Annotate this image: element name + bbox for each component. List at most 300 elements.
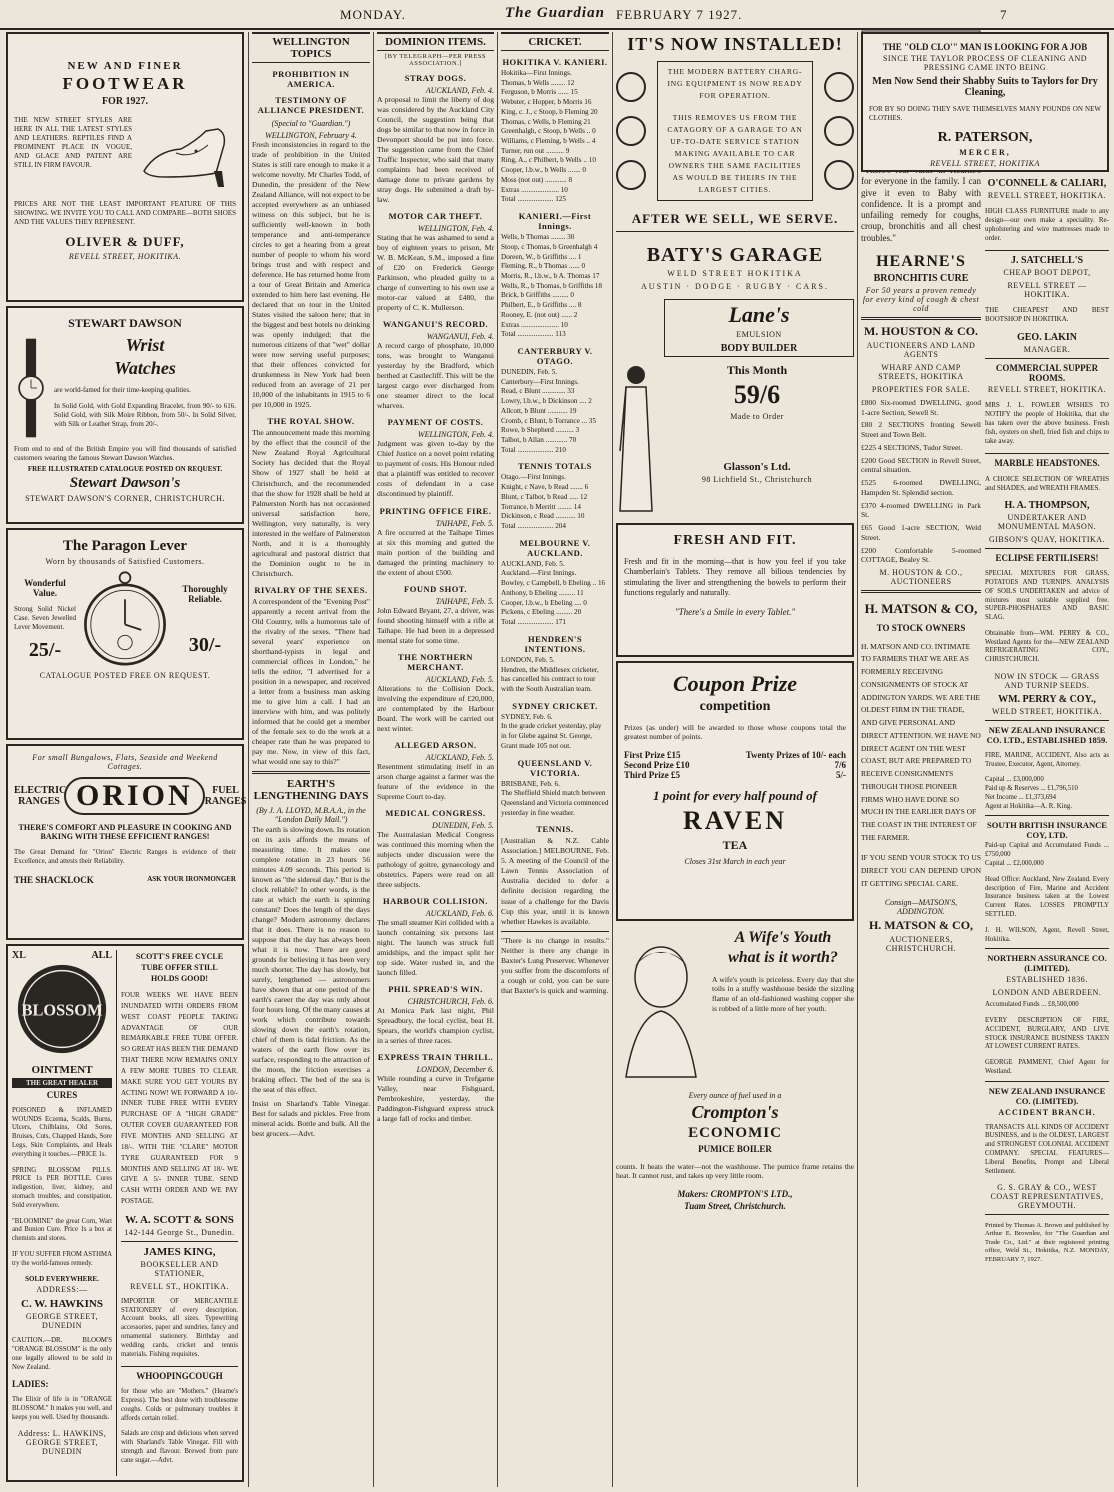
matson-consign: Consign—MATSON'S, ADDINGTON.	[884, 897, 958, 916]
baty-garage-address: WELD STREET HOKITIKA	[667, 269, 803, 278]
cricket-match-heading: HENDREN'S INTENTIONS.	[524, 633, 586, 654]
scott-cycle-ad	[116, 950, 238, 1476]
footwear-prices-text: PRICES ARE NOT THE LEAST IMPORTANT FEATURE OF THIS SHOWING. WE INVITE YOU TO CALL AND COMPARE—BOTH SHOES AND THE VALUES THEY REPRESENT.	[14, 200, 236, 227]
matson-to: TO STOCK OWNERS	[876, 623, 966, 633]
nzins-capital: Capital ... £3,000,000	[985, 776, 1044, 784]
blossom-brand: BLOSSOM	[21, 1000, 103, 1020]
wellington-body: Fresh inconsistencies in regard to the trade of prohibition in the United States is still rare enough to make it a welcome novelty. Mr Charles Todd, of Dunedin, the president of the New Zealand Alliance, will not expect to be accepted everywhere as an unbiased witness on this subject, but he is sufficiently well-known in both temperance and anti-temperance circles to get a hearing from a great number of people to whom his word brings trust and with respect and deference. He has returned home from a tour of Great Britain and America extended to him here last evening. He declared that on tour in the United States visited the saloon here; that in the biggest and best hotels no drinking was openly indulged; that the numerous citizens of that "wet" dollar were now serving useful purposes; that their offences convicted for drunkenness in New York had been reduced from an average of 21 per 10,000 of the inhabitants in 1915 to 6 per 10,000 in 1925.	[252, 140, 370, 410]
cricket-score-line: Anthony, b Ebeling ......... 11	[501, 588, 584, 597]
dominion-item-dateline: AUCKLAND, Feb. 5.	[425, 752, 494, 762]
cricket-score-line: Extras ..................... 10	[501, 320, 568, 329]
wellington-sub-1: PROHIBITION IN AMERICA.	[272, 69, 350, 89]
houston-property-item: £525 6-roomed DWELLING, Hampden St. Splendid section.	[861, 478, 981, 497]
glasson-firm: Glasson's Ltd.	[723, 461, 791, 473]
paragon-heading: The Paragon Lever	[62, 538, 188, 554]
old-clo-ad	[861, 30, 1109, 176]
cricket-score-line: Bowley, c Campbell, b Ebeling .. 16	[501, 579, 606, 588]
orion-electric: ELECTRIC RANGES	[14, 785, 67, 807]
rivalry-heading: RIVALRY OF THE SEXES.	[254, 584, 368, 595]
dominion-item-heading: FOUND SHOT.	[404, 583, 467, 594]
wife-body: A wife's youth is priceless. Every day that she toils in a stuffy washhouse beside the sizzling flame of an old-fashioned washing copper she is robbed of a little more of her youth.	[712, 974, 854, 1013]
cricket-score-line: Talbot, b Allan ............ 70	[501, 436, 577, 444]
baxter-quote: "There is no change in results." Neither is there any change in Baxter's Lung Preserver. Whenever you suffer from the discomforts of a cough or cold, you can be sure that Baxter's is quick and warming.	[501, 935, 609, 995]
cricket-score-line: Dickinson, c Read ........... 10	[501, 512, 585, 521]
cricket-score-line: Greenhalgh, c Stoop, b Wells .. 0	[501, 127, 596, 136]
matson-body: H. MATSON AND CO. INTIMATE TO FARMERS THAT WE ARE AS FORMERLY RECEIVING CONSIGNMENTS OF STOCK AT ADDINGTON YARDS. WE ARE THE OLDEST FIRM IN THE TRADE, AND GIVE PERSONAL AND DIRECT ATTENTION. WE HAVE NO DIRECT AGENT ON THE WEST COAST, BUT ARE PREPARED TO RECEIVE CONSIGNMENTS THROUGH THOSE PIONEER FIRMS WHO HAVE DONE SO MUCH IN THE EARLIER DAYS OF THE COAST IN THE INTEREST OF THE FARMER.	[861, 641, 981, 842]
scott-line-1: SCOTT'S FREE CYCLE	[135, 952, 224, 961]
column-rule	[248, 32, 249, 1487]
blossom-sub: THE GREAT HEALER	[12, 1078, 112, 1088]
clo-body: FOR BY SO DOING THEY SAVE THEMSELVES MANY POUNDS ON NEW CLOTHES.	[869, 105, 1101, 123]
oconnell-body: HIGH CLASS FURNITURE made to any design—our own make a speciality. Re-upholstering and wire mattresses made to order.	[985, 207, 1109, 243]
cricket-score-line: Webster, c Hopper, b Morris 16	[501, 98, 592, 107]
coupon-first: First Prize £15	[624, 749, 681, 760]
dominion-item-heading: THE NORTHERN MERCHANT.	[398, 651, 473, 672]
cricket-heading: CRICKET.	[501, 32, 609, 51]
dominion-item-text: John Edward Bryant, 27, a driver, was found shooting himself with a rifle at Taihape. He had been in a depressed mental state for some time.	[377, 605, 494, 645]
hearnes-cure: BRONCHITIS CURE	[873, 272, 969, 284]
cricket-score-line: Thomas, b Wells ........ 12	[501, 78, 575, 87]
cricket-match-heading: HOKITIKA V. KANIERI.	[502, 57, 608, 67]
garage-graphic-left	[616, 72, 650, 190]
wellington-heading: WELLINGTON TOPICS	[252, 32, 370, 63]
paragon-value: Wonderful Value.	[24, 577, 66, 598]
garage-notice-line: LARGEST CITIES.	[698, 185, 772, 194]
fresh-tag: "There's a Smile in every Tablet."	[674, 606, 796, 617]
blossom-hawkins-address: Address: L. HAWKINS, GEORGE STREET, DUNEDIN	[17, 1429, 107, 1457]
scott-address: 142-144 George St., Dunedin.	[124, 1227, 235, 1237]
coupon-heading: Coupon Prize	[672, 671, 798, 696]
earth-heading: EARTH'S LENGTHENING DAYS	[253, 777, 369, 802]
dominion-item-text: At Monica Park last night, Phil Spreadbury, the local cyclist, beat H. Spears, the world's champion cyclist, in a series of three races.	[377, 1005, 494, 1046]
cricket-score-line: Fleming, R., b Thomas ...... 0	[501, 262, 586, 271]
houston-property-item: £800 Six-roomed DWELLING, good 1-acre Section, Sewell St.	[861, 397, 981, 417]
glasson-made: Made to Order	[730, 412, 784, 421]
satchell-manager-title: MANAGER.	[1023, 344, 1071, 354]
cricket-match-heading: KANIERI.—First Innings.	[518, 211, 592, 232]
james-king-street: REVELL ST., HOKITIKA.	[130, 1281, 229, 1291]
cricket-score-line: Thomas, c Wells, b Fleming 21	[501, 117, 591, 126]
dominion-item-dateline: AUCKLAND, Feb. 6.	[425, 908, 494, 918]
cricket-score-line: has cancelled his contract to tour	[501, 675, 596, 684]
blossom-text-2: SPRING BLOSSOM PILLS. PRICE 1s PER BOTTLE. Cures indigestion, liver, kidney, and stomach troubles, and constipation. Sold everywhere.	[12, 1166, 112, 1209]
nzacc-body: TRANSACTS ALL KINDS OF ACCIDENT BUSINESS, and is the OLDEST, LARGEST and STRONGEST COLONIAL ACCIDENT COMPANY. SPECIAL FEATURES—Liberal Benefits, Prompt and Liberal Settlement.	[985, 1123, 1109, 1175]
cricket-score-line: Auckland.—First Innings.	[501, 569, 577, 578]
cricket-score-line: Philbert, E., b Griffiths .... 8	[501, 301, 582, 310]
cricket-score-line: In the grade cricket yesterday, play	[501, 722, 602, 731]
cricket-match-heading: MELBOURNE V. AUCKLAND.	[519, 537, 591, 558]
garage-notice-line: FOR OPERATION.	[699, 91, 771, 100]
blossom-ointment: OINTMENT	[31, 1064, 93, 1076]
dominion-items-list	[377, 73, 494, 1124]
blossom-hawkins: C. W. HAWKINS	[21, 1298, 103, 1311]
dominion-item-text: A record cargo of phosphate, 10,000 tons, was brought to Wanganui yesterday by the Bradford, which berthed at Castlecliff. This will be the largest cargo ever discharged from one steamer direct to the local wharves.	[377, 341, 494, 411]
cricket-score-line: Total .................... 125	[501, 195, 566, 204]
column-2	[252, 30, 370, 1488]
clo-sub: SINCE THE TAYLOR PROCESS OF CLEANING AND PRESSING CAME INTO BEING	[882, 54, 1088, 72]
garage-notice-line: ING EQUIPMENT IS NOW READY	[667, 79, 803, 88]
blossom-emblem-icon	[12, 961, 112, 1057]
paragon-reliable: Thoroughly Reliable.	[182, 583, 228, 604]
blossom-text-3: "BLOOMINE" the great Corn, Wart and Bunion Cure. Price 1s a box at chemists and stores.	[12, 1217, 112, 1243]
coupon-third: Third Prize £5	[624, 769, 680, 780]
wife-heading-2: what is it worth?	[728, 949, 838, 966]
dominion-item-heading: PAYMENT OF COSTS.	[387, 417, 484, 428]
cricket-score-line: Cooper, l.b.w., b Ebeling .... 0	[501, 598, 587, 607]
wrist-watch-illustration	[14, 333, 48, 443]
dominion-item-text: Stating that he was ashamed to send a boy of eighteen years to prison, Mr W. B. McKean, S.M., imposed a fine of £20 on Frederick George Parkinson, who pleaded guilty to a charge of converting to his own use a motor-car valued at £480, the property of C. K. Mullerson.	[377, 233, 494, 313]
dominion-item-text: The small steamer Kiri collided with a launch containing six persons last night. The launch was struck full amidships, and the impact split her top side. Water rushed in, and the launch filled.	[377, 917, 494, 977]
column-rule	[497, 32, 498, 1487]
tennis-body: [Australian & N.Z. Cable Association.] MELBOURNE, Feb. 5. A meeting of the Council of the Lawn Tennis Association of Australia decided to defer a definite decision regarding the issue of a challenge for the Davis Cup this year, until it is known whether Hawkes is available.	[501, 836, 609, 926]
scott-line-3: HOLDS GOOD!	[150, 974, 209, 983]
houston-property-item: £200 Comfortable 5-roomed COTTAGE, Bealey St.	[861, 545, 981, 565]
pocket-watch-illustration	[80, 570, 170, 670]
northern-body: EVERY DESCRIPTION OF FIRE, ACCIDENT, BURGLARY, AND LIVE STOCK INSURANCE BUSINESS TAKEN AT LOWEST CURRENT RATES.	[985, 1016, 1109, 1051]
coupon-body: Prizes (as under) will be awarded to those whose coupons total the greatest number of points.	[624, 722, 846, 742]
garage-notice-line: CATAGORY OF A GARAGE TO AN	[667, 125, 803, 134]
column-rule	[612, 32, 613, 1487]
coupon-point: 1 point for every half pound of	[653, 787, 817, 803]
blossom-ointment-ad	[6, 944, 244, 1482]
cricket-score-line: Hokitika—First Innings.	[501, 69, 572, 77]
cricket-score-line: Torrance, b Merritt ........ 14	[501, 502, 581, 511]
wife-heading-1: A Wife's Youth	[734, 929, 832, 946]
dominion-item-heading: ALLEGED ARSON.	[394, 739, 477, 750]
marble-body: A CHOICE SELECTION OF WREATHS and SHADES, and WREATH FRAMES.	[985, 475, 1109, 493]
scott-line-2: TUBE OFFER STILL	[141, 963, 218, 972]
fresh-and-fit-ad	[616, 523, 854, 657]
stewart-text-3: From end to end of the British Empire you will find thousands of satisfied customers wearing the famous Stewart Dawson Watches.	[14, 445, 236, 463]
column-5	[616, 30, 854, 1488]
dominion-item-dateline: LONDON, December 6.	[416, 1065, 494, 1075]
cricket-score-line: Stoop, c Thomas, b Greenhalgh 4	[501, 242, 598, 251]
orion-tag: For small Bungalows, Flats, Seaside and Weekend Cottages.	[32, 753, 218, 771]
matson-name: H. MATSON & CO,	[864, 601, 978, 616]
imprint: Printed by Thomas A. Brown and published by Arthur E. Brownlee, for "The Guardian and Trade Co., Ltd." at their registered printing office, Weld St., Hokitika, N.Z. MONDAY, FEBRUARY 7, 1927.	[985, 1221, 1109, 1263]
blossom-address-label: ADDRESS:—	[36, 1285, 88, 1295]
dominion-press: [BY TELEGRAPH—PER PRESS ASSOCIATION.]	[384, 53, 487, 67]
crompton-makers: Makers: CROMPTON'S LTD.,	[677, 1188, 793, 1199]
raven-brand: RAVEN	[682, 805, 788, 835]
houston-property-item: £65 Good 1-acre SECTION, Weld Street.	[861, 523, 981, 542]
cricket-score-line: King, c. J., c Stoop, b Fleming 20	[501, 107, 598, 116]
dominion-item-dateline: AUCKLAND, Feb. 5.	[425, 674, 494, 684]
garage-notice-line: AS WOULD BE THEIRS IN THE	[672, 173, 798, 182]
hearnes-brand: HEARNE'S	[876, 252, 966, 270]
blossom-ladies-text: The Elixir of life is in "ORANGE BLOSSOM." It makes you well, and keeps you well. Used by thousands.	[12, 1395, 113, 1421]
cricket-score-line: LONDON, Feb. 5.	[501, 655, 555, 664]
garage-notice-line: OWNERS THE SAME FACILITIES	[668, 161, 802, 170]
dominion-item-dateline: DUNEDIN, Feb. 5.	[432, 820, 494, 830]
houston-footer: M. HOUSTON & CO., AUCTIONEERS	[879, 568, 963, 586]
dominion-item-heading: PRINTING OFFICE FIRE.	[379, 505, 492, 516]
northern-agent: GEORGE PAMMENT, Chief Agent for Westland.	[985, 1059, 1109, 1075]
fresh-body: Fresh and fit in the morning—that is how you feel if you take Chamberlain's Tablets. They remove all bilious tendencies by stimulating the liver and strengthening the bowels to perform their functions regularly and naturally.	[624, 557, 846, 598]
blossom-cures: CURES	[46, 1090, 78, 1100]
dominion-item-text: Judgment was given to-day by the Chief Justice on a novel point relating to payment of costs. His Honour ruled that a plaintiff was entitled to recover costs of defendant in a case discontinued by plaintiff.	[377, 439, 494, 499]
royal-show-heading: THE ROYAL SHOW.	[267, 416, 355, 427]
cricket-score-line: The Sheffield Shield match between	[501, 789, 606, 798]
dominion-item-heading: EXPRESS TRAIN THRILL.	[377, 1052, 494, 1063]
eclipse-obtain: Obtainable from—WM. PERRY & CO., Westland Agents for the—NEW ZEALAND REFRIGERATING COY., CHRISTCHURCH.	[985, 629, 1109, 664]
column-rule	[373, 32, 374, 1487]
cricket-score-line: Read, c Blunt ............. 33	[501, 387, 575, 396]
coupon-twenty: Twenty Prizes of 10/- each	[745, 749, 846, 760]
cricket-match-heading: SYDNEY CRICKET.	[512, 700, 598, 711]
cricket-score-line: Morris, R., l.b.w., b A. Thomas 17	[501, 271, 600, 280]
dominion-item-heading: MEDICAL CONGRESS.	[385, 807, 486, 818]
tennis-heading: TENNIS.	[536, 824, 574, 835]
dominion-item-heading: MOTOR CAR THEFT.	[388, 211, 483, 222]
northern-heading: NORTHERN ASSURANCE CO. (LIMITED).	[987, 953, 1107, 974]
south-body: Head Office: Auckland, New Zealand. Every description of Fire, Marine and Accident Insurance business taken at the Lowest Current Rates. LOSSES PROMPTLY SETTLED.	[985, 875, 1109, 919]
cricket-score-line: Ring, A., c Philbert, b Wells .. 10	[501, 156, 596, 165]
cricket-match-heading: CANTERBURY V. OTAGO.	[517, 345, 593, 366]
cricket-score-line: Allcott, b Blunt ........... 19	[501, 406, 577, 415]
cricket-score-line: Moss (not out) ............ 8	[501, 175, 573, 184]
cricket-score-line: Brick, b Griffiths ......... 0	[501, 291, 574, 300]
orion-ironmonger: ASK YOUR IRONMONGER	[147, 875, 236, 884]
stewart-brand: Stewart Dawson's	[69, 475, 181, 492]
cricket-match-heading: QUEENSLAND V. VICTORIA.	[517, 757, 593, 778]
cricket-games-list	[501, 57, 609, 818]
cricket-score-line: SYDNEY, Feb. 6.	[501, 712, 553, 721]
south-british-heading: SOUTH BRITISH INSURANCE COY, LTD.	[987, 820, 1107, 841]
dominion-item-heading: WANGANUI'S RECORD.	[382, 319, 489, 330]
supper-address: REVELL STREET, HOKITIKA.	[987, 384, 1107, 394]
oconnell-address: REVELL STREET, HOKITIKA.	[987, 191, 1107, 200]
cricket-score-line: Hendren, the Middlesex cricketer,	[501, 665, 599, 674]
blossom-text-4: IF YOU SUFFER FROM ASTHMA try the world-famous remedy.	[12, 1250, 112, 1267]
marble-heading: MARBLE HEADSTONES.	[994, 458, 1100, 469]
cricket-score-line: Turner, run out .......... 9	[501, 146, 570, 155]
cricket-score-line: Total .................... 171	[501, 618, 566, 627]
cricket-score-line: with the South Australian team.	[501, 684, 592, 693]
stewart-dawson-ad	[6, 306, 244, 524]
crompton-brand: Crompton's	[691, 1102, 779, 1122]
garage-notice-line	[660, 102, 810, 112]
coupon-competition: competition	[699, 699, 771, 714]
earth-body: The earth is slowing down. Its rotation on its axis affords the means of measuring time. It makes one complete rotation in 23 hours 56 minutes 4.09 seconds. This period is known as "the sidereal day." But is the clock reliable? In other words, is the rate at which the earth is spinning constant? Does the length of the days change? Modern astronomy declares that it does. There is no reason to suppose that the day has always been what it is now. There are good grounds for believing it has been very much shorter. The day has slowly, but surely, lengthened — astronomers have shown that at one period of the earth's career the day was only about four hours long. Of the many causes at work which contribute towards slowing down the earth's rotation, chief of them is tidal friction. As the waters of the earth flow over its surface, responding to the attraction of the moon, the friction exercises a braking effect. The bed of the sea is the seat of this effect.	[252, 824, 370, 1095]
houston-property-item: £225 4 SECTIONS, Tudor Street.	[861, 442, 963, 452]
satchell-name: J. SATCHELL'S	[1010, 255, 1084, 267]
paragon-desc: Strong Solid Nickel Case. Seven Jewelled Lever Movement.	[14, 604, 76, 632]
thompson-address: GIBSON'S QUAY, HOKITIKA.	[988, 535, 1106, 545]
royal-show-body: The announcement made this morning by the effect that the council of the New Zealand Royal Agricultural Society has decided that the Royal Show of 1927 shall be held at Christchurch, and the recommended that the show for 1928 shall be held at Palmerston North has not occasioned universal satisfaction here, Wellington, very naturally, is very interested in the welfare of Palmerston North, and it is a thoroughly agricultural and pastoral district that the Dominion ought to be in Christchurch.	[252, 428, 370, 578]
cricket-score-line: Total .................... 113	[501, 330, 566, 339]
whooping-cough-text: for those who are "Mothers." (Hearne's Express). The best done with troublesome coughs. Colds or pulmonary troubles it affords certain relief.	[121, 1388, 238, 1422]
garage-notice-line: THE MODERN BATTERY CHARG-	[667, 67, 803, 76]
dominion-item-text: A proposal to limit the liberty of dog was considered by the Auckland City Council, the suggestion being that dogs be similar to that now in force in Devonport should be put into force. The suggestion came from the Chief Traffic Inspector, who said that many complaints had been received of damage done to private gardens by stray dogs. He submitted a draft by-law.	[377, 95, 494, 205]
masthead-date: FEBRUARY 7 1927.	[616, 7, 743, 22]
eclipse-body: SPECIAL MIXTURES FOR GRASS, POTATOES AND TURNIPS. ANALYSIS OF SOILS UNDERTAKEN and advice of mixtures most suitable supplied free. SUPER-PHOSPHATES AND BASIC SLAG.	[985, 570, 1109, 622]
dominion-item-text: The Australasian Medical Congress was continued this morning when the subjects under discussion were the pathology of goitre, gynaecology and obstetrics. Papers were read on all three subjects.	[377, 829, 494, 889]
northern-city: LONDON AND ABERDEEN.	[992, 988, 1102, 998]
stewart-heading: STEWART DAWSON	[68, 316, 182, 330]
cricket-score-line: yesterday in fine weather.	[501, 808, 575, 817]
garage-notice-line: MAKING AVAILABLE TO CAR	[674, 149, 796, 158]
rivalry-body: A correspondent of the "Evening Post" apparently a recent arrival from the Old Country, tells a humorous tale of the rivalry of the sexes. "There had several years' experience on shorthand-typists in legal and commercial offices in London," he tells the editor, "I advertised for a position in a newspaper, and received a letter from a business man asking me to give him a call. I had an interview with him, and was politely informed that he could get a member of the female sex to do the work at a cheaper rate than he was prepared to pay me. Now, in view of this fact, what would one say to this?"	[252, 596, 370, 766]
nzins-income: Net Income ... £1,373,694	[985, 793, 1056, 801]
cricket-score-line: Williams, c Fleming, b Wells .. 4	[501, 137, 596, 146]
dominion-item-heading: PHIL SPREAD'S WIN.	[388, 983, 483, 994]
lanes-brand: Lane's	[728, 302, 790, 327]
blossom-street: GEORGE STREET, DUNEDIN	[25, 1312, 99, 1331]
dominion-item-dateline: WELLINGTON, Feb. 4.	[417, 224, 494, 234]
hearnes-tag: For 50 years a proven remedy for every kind of cough & chest cold	[862, 285, 980, 313]
baty-garage-makes: AUSTIN · DODGE · RUGBY · CARS.	[641, 282, 829, 291]
dominion-item-dateline: AUCKLAND, Feb. 4.	[425, 86, 494, 95]
glasson-month: This Month	[726, 363, 788, 377]
coupon-prize-ad	[616, 661, 854, 921]
blossom-caution: CAUTION.—DR. BLOOM'S "ORANGE BLOSSOM" is the only one legally allowed to be sold in New Zealand.	[12, 1337, 112, 1371]
lanes-tag: BODY BUILDER	[720, 343, 798, 354]
cricket-match-heading: TENNIS TOTALS	[518, 461, 592, 472]
cricket-score-line: Cromb, c Blunt, b Torrance ... 35	[501, 416, 596, 425]
oconnell-name: O'CONNELL & CALIARI,	[987, 178, 1107, 189]
crompton-boiler: PUMICE BOILER	[698, 1144, 772, 1154]
james-king-text: IMPORTER OF MERCANTILE STATIONERY of every description. Account books, all sizes. Typewriting accessories, paper and sundries, fancy and ornamental stationery. Birthday and wedding cards, cricket and tennis materials. Fishing requisites.	[121, 1297, 238, 1358]
cricket-score-line: Ferguson, b Morris ...... 15	[501, 88, 578, 97]
nzins-heading: NEW ZEALAND INSURANCE CO. LTD., ESTABLISHED 1859.	[986, 724, 1108, 745]
paragon-price-2: 30/-	[188, 633, 222, 656]
dominion-item-dateline: CHRISTCHURCH, Feb. 6.	[407, 996, 494, 1006]
blossom-tag-all: ALL	[91, 950, 112, 961]
paterson-trade: MERCER,	[959, 148, 1011, 158]
cricket-score-line: Total .................... 204	[501, 522, 566, 531]
garage-slogan: AFTER WE SELL, WE SERVE.	[631, 211, 839, 226]
cricket-score-line: Knight, c Nave, b Read ....... 6	[501, 483, 589, 492]
orion-fuel: FUEL RANGES	[204, 785, 247, 807]
wellington-dateline: WELLINGTON, February 4.	[265, 131, 357, 140]
earth-advert: Insist on Sharland's Table Vinegar. Best for salads and pickles. Free from mineral acids. Bottle and bulk. All the best grocers.—Advt.	[252, 1099, 370, 1139]
garage-graphic-right	[820, 72, 854, 190]
footwear-year: FOR 1927.	[101, 96, 149, 107]
blossom-sold: SOLD EVERYWHERE.	[25, 1275, 99, 1284]
supper-body: MRS J. L. FOWLER WISHES TO NOTIFY the people of Hokitika, that she has taken over the above business. Fresh fish, oysters on shell, fried fish and chips to take away.	[985, 400, 1109, 445]
south-agent: J. H. WILSON, Agent, Revell Street, Hokitika.	[985, 926, 1109, 943]
cricket-score-line: Wells, b Thomas ........ 30	[501, 233, 575, 242]
crompton-economic: ECONOMIC	[688, 1125, 782, 1141]
masthead-page-number: 7	[1000, 7, 1008, 22]
houston-property-item: £200 Good SECTION in Revell Street, central situation.	[861, 455, 981, 475]
stewart-footer: STEWART DAWSON'S CORNER, CHRISTCHURCH.	[25, 494, 225, 504]
blossom-ladies: LADIES:	[12, 1379, 49, 1390]
cricket-score-line: Queensland and Victoria commenced	[501, 798, 609, 807]
cricket-score-line: Otago.—First Innings.	[501, 473, 566, 482]
houston-items-list	[861, 398, 981, 565]
stewart-catalogue: FREE ILLUSTRATED CATALOGUE POSTED ON REQUEST.	[27, 465, 223, 474]
cricket-score-line: DUNEDIN, Feb. 5.	[501, 367, 558, 376]
footwear-title: FOOTWEAR	[62, 74, 188, 93]
scott-text: FOUR WEEKS WE HAVE BEEN INUNDATED WITH ORDERS FROM WEST COAST PEOPLE TAKING ADVANTAGE OF OUR REMARKABLE FREE TUBE OFFER. SO GREAT HAS BEEN THE DEMAND THAT THERE NOW REMAINS ONLY A FEW MORE TUBES TO CLEAR. MAKE SURE YOU GET YOURS BY ACTING NOW! WE FORWARD A 10/- INNER TUBE FREE WITH EVERY PURCHASE OF A "HIGH GRADE" OUTER COVER GUARANTEED FOR FIVE MONTHS AND SELLING AT 18/-. WITH THE "CLARE" MOTOR TYRE GUARANTEED FOR 9 MONTHS AND SELLING AT 18/- WE GIVE A 5/- INNER TUBE. SEND CASH WITH ORDER AND WE PAY POSTAGE.	[121, 991, 238, 1206]
column-rule	[857, 32, 858, 1487]
salads-text: Salads are crisp and delicious when served with Sharland's Table Vinegar. Fill with strength and flavour. Brewed from pure cane sugar.—Advt.	[121, 1430, 238, 1464]
cricket-score-line: Rowe, b Shepherd .......... 3	[501, 426, 580, 435]
crompton-town: Tuam Street, Christchurch.	[684, 1200, 786, 1211]
orion-maker: THE SHACKLOCK	[14, 875, 94, 886]
dominion-item-dateline: WELLINGTON, Feb. 4.	[417, 430, 494, 440]
satchell-address: REVELL STREET — HOKITIKA.	[1007, 281, 1087, 300]
orion-ranges-ad	[6, 744, 247, 940]
cricket-score-line: Doreen, W., b Griffiths .... 1	[501, 252, 582, 261]
orion-tagline: THERE'S COMFORT AND PLEASURE IN COOKING AND BAKING WITH THESE EFFICIENT RANGES!	[18, 823, 232, 841]
houston-wharf: WHARF AND CAMP STREETS, HOKITIKA	[878, 362, 964, 381]
column-1	[6, 30, 247, 1488]
coupon-closes: Closes 31st March in each year	[684, 856, 786, 866]
dominion-heading: DOMINION ITEMS.	[377, 32, 494, 51]
cricket-score-line: Grant made 105 not out.	[501, 741, 572, 750]
cricket-score-line: Wells, R., b Thomas, b Griffiths 18	[501, 281, 602, 290]
garage-heading: IT'S NOW INSTALLED!	[627, 34, 843, 54]
baty-garage-name: BATY'S GARAGE	[646, 244, 824, 266]
houston-property-item: £370 4-roomed DWELLING in Park St.	[861, 500, 981, 520]
dominion-item-text: Alterations to the Collision Dock, involving the expenditure of £20,000, are contemplated by the Harbour Board. The work will be carried out next winter.	[377, 683, 494, 733]
oliver-duff-address: REVELL STREET, HOKITIKA.	[68, 252, 182, 262]
masthead-paper-name: The Guardian	[505, 5, 605, 21]
oliver-duff-name: OLIVER & DUFF,	[65, 234, 185, 250]
orion-brand: ORION	[64, 777, 205, 815]
houston-name: M. HOUSTON & CO.	[863, 323, 979, 338]
james-king-name: JAMES KING,	[143, 1245, 216, 1258]
masthead-day: MONDAY.	[340, 7, 406, 22]
shoe-illustration	[136, 111, 236, 191]
paterson-address: REVELL STREET, HOKITIKA	[930, 159, 1040, 169]
matson-ship: IF YOU SEND YOUR STOCK TO US DIRECT YOU CAN DEPEND UPON IT GETTING SPECIAL CARE.	[861, 853, 981, 888]
glasson-figure-illustration	[616, 361, 656, 521]
woman-portrait-illustration	[616, 927, 706, 1087]
eclipse-stock: NOW IN STOCK — GRASS AND TURNIP SEEDS.	[994, 671, 1100, 690]
perry-address: WELD STREET, HOKITIKA.	[992, 706, 1102, 716]
satchell-manager: GEO. LAKIN	[1016, 331, 1077, 343]
houston-sub: AUCTIONEERS AND LAND AGENTS	[866, 340, 976, 359]
raven-tea: TEA	[722, 837, 748, 852]
paragon-lever-ad	[6, 528, 244, 740]
supper-name: COMMERCIAL SUPPER ROOMS.	[995, 362, 1099, 383]
dominion-item-heading: HARBOUR COLLISION.	[383, 895, 488, 906]
cricket-score-line: Lowry, l.b.w., b Dickinson .... 2	[501, 397, 592, 406]
lanes-emulsion: EMULSION	[736, 330, 782, 339]
coupon-p2: 5/-	[836, 769, 846, 780]
nzacc-agents: G. S. GRAY & CO., WEST COAST REPRESENTATIVES, GREYMOUTH.	[990, 1183, 1104, 1211]
orion-text: The Great Demand for "Orion" Electric Ranges is evidence of their Excellence, and attests their Reliability.	[14, 848, 236, 866]
mother-quote: for everyone in the family. I can give it even to Baby with confidence. It is a prompt and unfailing remedy for coughs, croup, bronchitis and all chest troubles."	[861, 176, 981, 243]
paragon-price-1: 25/-	[28, 639, 62, 662]
dominion-item-dateline: TAIHAPE, Feb. 5.	[435, 596, 494, 606]
cricket-score-line: Rooney, E. (not out) ...... 2	[501, 310, 578, 319]
cricket-score-line: Canterbury—First Innings.	[501, 377, 579, 386]
thompson-name: H. A. THOMPSON,	[1004, 500, 1090, 512]
cricket-score-line: Pickens, c Ebeling ......... 20	[501, 608, 582, 617]
south-capital-1: Paid-up Capital and Accumulated Funds ... £750,000	[985, 842, 1109, 859]
whooping-cough-heading: WHOOPINGCOUGH	[136, 1371, 223, 1382]
dominion-item-heading: STRAY DOGS.	[404, 73, 467, 83]
earth-byline: (By J. A. LLOYD, M.B.A.A., in the "London Daily Mail.")	[256, 805, 366, 824]
dominion-item-dateline: TAIHAPE, Feb. 5.	[435, 518, 494, 528]
paragon-sub: Worn by thousands of Satisfied Customers.	[45, 557, 205, 566]
garage-notice	[657, 61, 813, 201]
thompson-trade: UNDERTAKER AND MONUMENTAL MASON.	[997, 513, 1097, 532]
south-capital-2: Capital ... £2,000,000	[985, 860, 1044, 868]
eclipse-heading: ECLIPSE FERTILISERS!	[995, 553, 1099, 564]
cricket-score-line: Cooper, l.b.w., b Wells ....... 0	[501, 166, 586, 175]
footwear-heading: NEW AND FINER	[67, 60, 183, 72]
northern-est: ESTABLISHED 1836.	[1006, 975, 1088, 985]
satchell-sub: CHEAP BOOT DEPOT,	[1003, 268, 1091, 278]
footwear-text: THE NEW STREET STYLES ARE HERE IN ALL THE LATEST STYLES AND LEATHERS. REPTILES FIND A PROMINENT PLACE IN VOGUE, AND GLACE AND PATENT ARE STILL IN FIRM FAVOUR.	[14, 116, 132, 170]
clo-heading-2: Men Now Send their Shabby Suits to Taylors for Dry Cleaning,	[872, 76, 1098, 98]
